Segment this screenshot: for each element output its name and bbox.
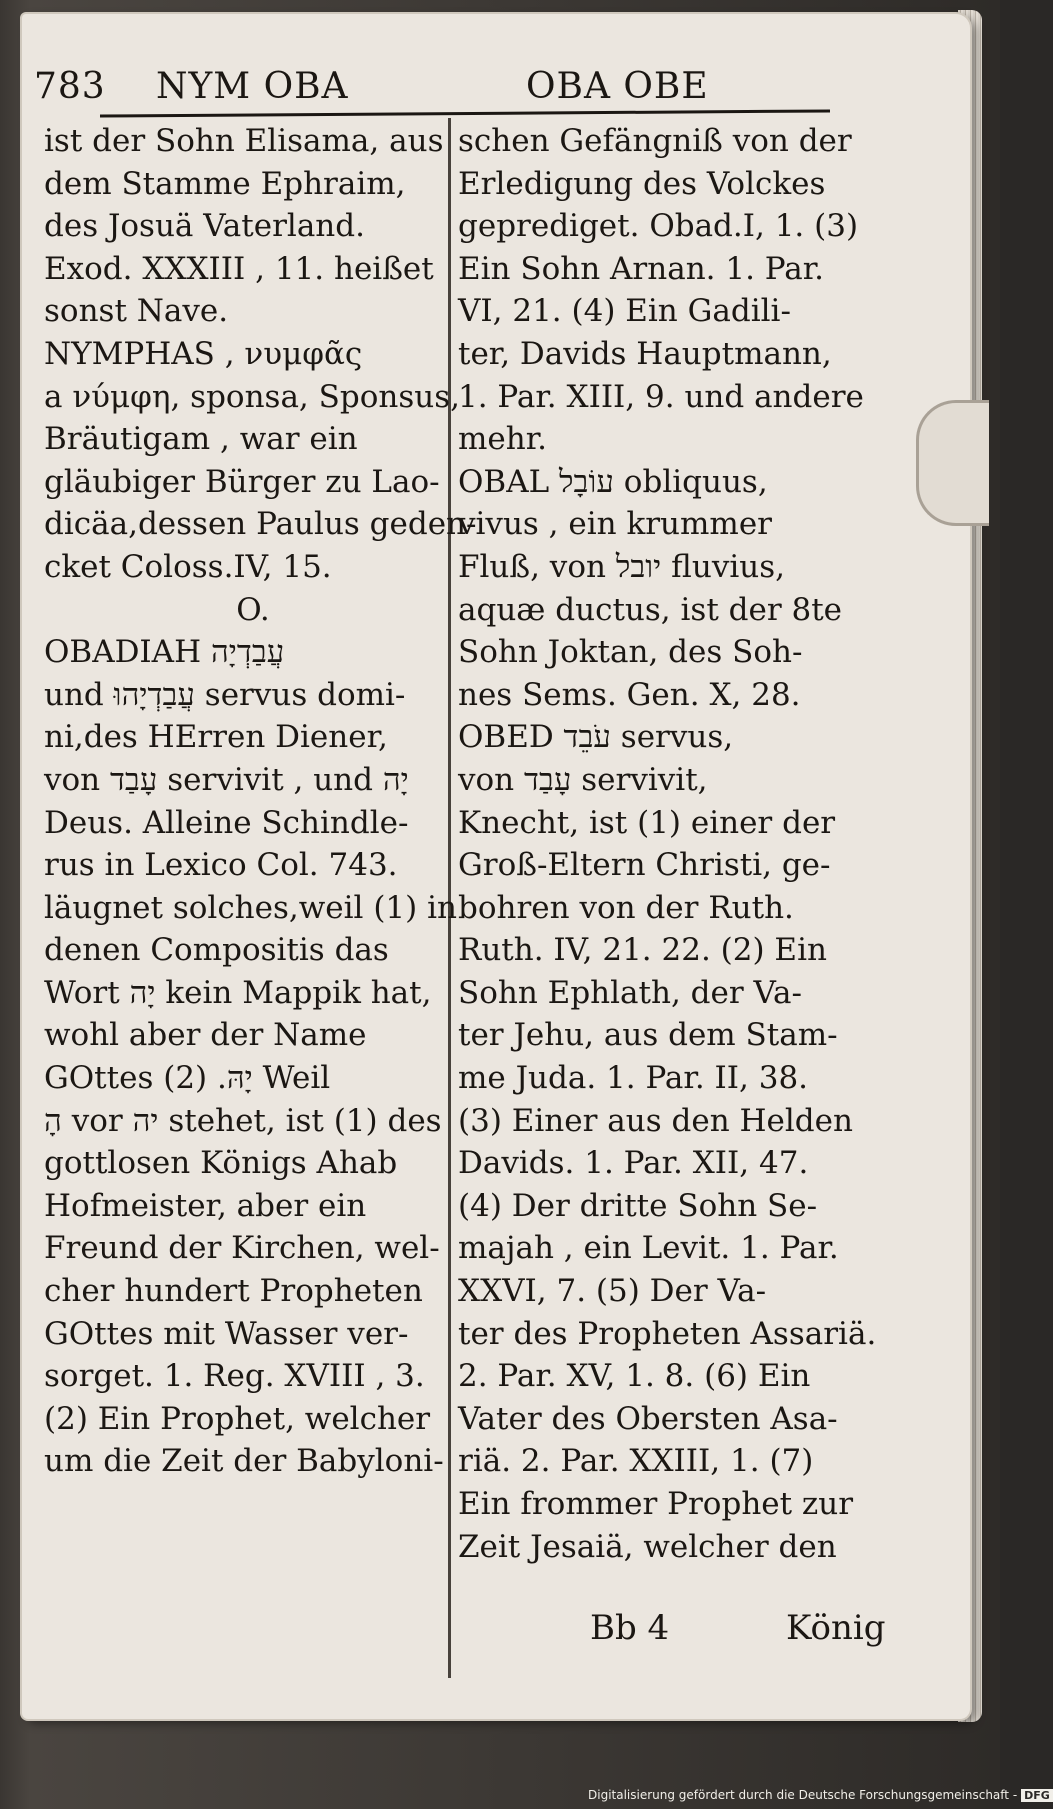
right-column-line: von עָבַד servivit, — [458, 761, 708, 798]
left-column-line: dem Stamme Ephraim, — [44, 165, 406, 202]
left-column — [44, 120, 477, 1483]
left-column-line: cher hundert Propheten — [44, 1273, 423, 1310]
right-column-line: (4) Der dritte Sohn Se- — [458, 1187, 818, 1224]
left-column-line: Bräutigam , war ein — [44, 421, 358, 458]
right-column-line: Erledigung des Volckes — [458, 165, 826, 202]
right-column-line: Groß-Eltern Christi, ge- — [458, 847, 831, 884]
dfg-logo: DFG — [1021, 1789, 1053, 1802]
right-column-line: ter Jehu, aus dem Stam- — [458, 1017, 838, 1054]
right-column-line: vivus , ein krummer — [458, 506, 772, 543]
left-column-line: gottlosen Königs Ahab — [44, 1145, 398, 1182]
right-column-line: Ein frommer Prophet zur — [458, 1486, 854, 1522]
page-header — [34, 66, 834, 114]
right-column-line: geprediget. Obad.I, 1. (3) — [458, 208, 859, 245]
left-column-line: GOttes יָהּ. (2) Weil — [44, 1060, 331, 1097]
left-column-line: läugnet solches,weil (1) in — [44, 889, 457, 926]
left-column-line: a νύμφη, sponsa, Sponsus, — [44, 378, 460, 415]
left-column-line: sorget. 1. Reg. XVIII , 3. — [44, 1358, 425, 1395]
right-column-line: majah , ein Levit. 1. Par. — [458, 1230, 839, 1267]
right-column-line: me Juda. 1. Par. II, 38. — [458, 1060, 809, 1097]
right-column-line: Sohn Ephlath, der Va- — [458, 974, 803, 1011]
right-column-line: XXVI, 7. (5) Der Va- — [458, 1273, 767, 1310]
left-column-line: wohl aber der Name — [44, 1017, 367, 1054]
left-column-line: O. — [236, 591, 270, 628]
right-column-line: (3) Einer aus den Helden — [458, 1102, 853, 1139]
right-column-line: Fluß, von יובל fluvius, — [458, 548, 785, 585]
right-column-line: Davids. 1. Par. XII, 47. — [458, 1145, 809, 1182]
right-column-line: 1. Par. XIII, 9. und andere — [458, 378, 864, 415]
left-column-line: sonst Nave. — [44, 293, 229, 330]
right-column-line: Vater des Obersten Asa- — [458, 1400, 838, 1437]
right-column-line: Knecht, ist (1) einer der — [458, 804, 836, 841]
right-column-line: schen Gefängniß von der — [458, 123, 852, 159]
right-column-line: ter, Davids Hauptmann, — [458, 335, 832, 372]
left-column-line: Wort יָה kein Mappik hat, — [44, 974, 432, 1011]
left-column-line: cket Coloss.IV, 15. — [44, 548, 332, 585]
right-column-line: Zeit Jesaiä, welcher den — [458, 1528, 837, 1565]
right-column-line: mehr. — [458, 421, 547, 458]
left-running-head: NYM OBA — [156, 66, 349, 107]
left-column-line: dicäa,dessen Paulus geden- — [44, 506, 477, 543]
left-column-line: Deus. Alleine Schindle- — [44, 804, 409, 841]
right-column-line: riä. 2. Par. XXIII, 1. (7) — [458, 1443, 814, 1480]
left-column-line: denen Compositis das — [44, 932, 389, 969]
right-column-line: OBAL עוֹבָל obliquus, — [458, 463, 768, 500]
left-column-line: ist der Sohn Elisama, aus — [44, 123, 444, 159]
credit-text: Digitalisierung gefördert durch die Deutsche Forschungsgemeinschaft - — [588, 1788, 1018, 1802]
left-column-line: um die Zeit der Babyloni- — [44, 1443, 444, 1480]
left-column-line: Hofmeister, aber ein — [44, 1187, 367, 1224]
left-column-line: GOttes mit Wasser ver- — [44, 1315, 409, 1352]
right-column-line: ter des Propheten Assariä. — [458, 1315, 877, 1352]
left-column-line: von עָבַד servivit , und יָה — [44, 761, 409, 798]
right-column-line: OBED עֹבֵד servus, — [458, 719, 734, 756]
right-column-line: VI, 21. (4) Ein Gadili- — [458, 293, 791, 330]
right-column-line: Sohn Joktan, des Soh- — [458, 634, 803, 671]
right-column-line: nes Sems. Gen. X, 28. — [458, 676, 801, 713]
left-column-line: הָ vor יה stehet, ist (1) des — [44, 1102, 442, 1139]
catchword-line — [590, 1608, 890, 1656]
left-column-line: rus in Lexico Col. 743. — [44, 847, 398, 884]
left-column-line: ni,des HErren Diener, — [44, 719, 388, 756]
thumb-index-notch — [916, 400, 989, 526]
signature-mark: Bb 4 — [590, 1608, 670, 1648]
left-column-line: Exod. XXXIII , 11. heißet — [44, 250, 434, 287]
page-number: 783 — [34, 66, 106, 107]
right-column — [458, 120, 880, 1568]
right-column-line: Ein Sohn Arnan. 1. Par. — [458, 250, 825, 287]
left-column-line: OBADIAH עֲבַדְיָה — [44, 634, 285, 671]
right-column-line: 2. Par. XV, 1. 8. (6) Ein — [458, 1358, 811, 1395]
left-column-line: NYMPHAS , νυμφᾶς — [44, 335, 363, 372]
left-column-line: des Josuä Vaterland. — [44, 208, 365, 245]
left-column-line: und עֲבַדְיָהוּ servus domi- — [44, 676, 406, 713]
right-column-line: aquæ ductus, ist der 8te — [458, 591, 843, 628]
left-column-line: (2) Ein Prophet, welcher — [44, 1400, 431, 1437]
right-column-line: bohren von der Ruth. — [458, 889, 794, 926]
right-column-line: Ruth. IV, 21. 22. (2) Ein — [458, 932, 827, 969]
left-column-line: gläubiger Bürger zu Lao- — [44, 463, 440, 500]
catchword: König — [786, 1608, 886, 1648]
digitization-credit — [588, 1788, 1050, 1806]
left-column-line: Freund der Kirchen, wel- — [44, 1230, 440, 1267]
right-running-head: OBA OBE — [526, 66, 709, 107]
